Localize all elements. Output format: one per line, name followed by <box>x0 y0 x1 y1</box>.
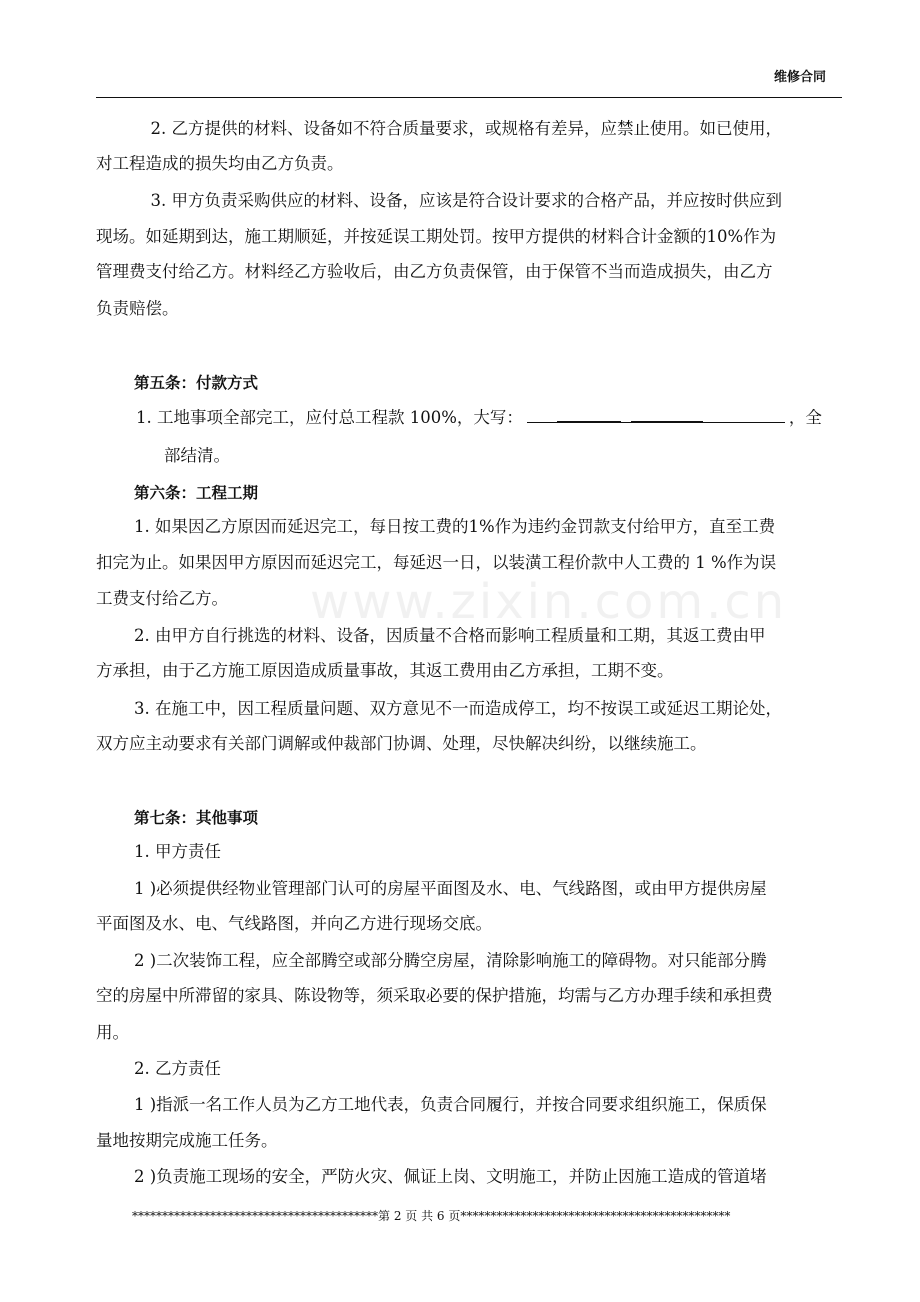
paragraph-line: 负责赔偿。 <box>96 299 179 318</box>
paragraph-line: 1 )必须提供经物业管理部门认可的房屋平面图及水、电、气线路图，或由甲方提供房屋 <box>134 879 767 898</box>
paragraph-line: 1 )指派一名工作人员为乙方工地代表，负责合同履行，并按合同要求组织施工，保质保 <box>134 1095 767 1114</box>
paragraph-line: 方承担，由于乙方施工原因造成质量事故，其返工费用由乙方承担，工期不变。 <box>96 661 674 680</box>
paragraph-line: 2 )二次装饰工程，应全部腾空或部分腾空房屋，清除影响施工的障碍物。对只能部分腾 <box>134 951 767 970</box>
watermark-text: www.zixin.com.cn <box>310 574 788 630</box>
paragraph-line: 空的房屋中所滞留的家具、陈设物等，须采取必要的保护措施，均需与乙方办理手续和承担费 <box>96 986 773 1005</box>
paragraph-line: 3. 甲方负责采购供应的材料、设备，应该是符合设计要求的合格产品，并应按时供应到 <box>134 191 782 210</box>
paragraph-line: 1. 甲方责任 <box>134 842 221 861</box>
paragraph-line: 平面图及水、电、气线路图，并向乙方进行现场交底。 <box>96 914 492 933</box>
paragraph-line: 双方应主动要求有关部门调解或仲裁部门协调、处理，尽快解决纠纷，以继续施工。 <box>96 734 707 753</box>
payment-clause-tail: ，全 <box>788 408 822 427</box>
paragraph-line: 1. 如果因乙方原因而延迟完工，每日按工费的1%作为违约金罚款支付给甲方，直至工费 <box>134 517 776 536</box>
paragraph-line: 2 )负责施工现场的安全，严防火灾、佩证上岗、文明施工，并防止因施工造成的管道堵 <box>134 1167 767 1186</box>
section-heading-schedule: 第六条：工程工期 <box>134 484 259 502</box>
paragraph-line: 用。 <box>96 1023 129 1042</box>
paragraph-line: 工费支付给乙方。 <box>96 589 228 608</box>
paragraph-line: 2. 乙方责任 <box>134 1059 221 1078</box>
paragraph-line: 量地按期完成施工任务。 <box>96 1131 278 1150</box>
paragraph-line: 2. 乙方提供的材料、设备如不符合质量要求，或规格有差异，应禁止使用。如已使用， <box>134 119 782 138</box>
page-footer: *****************************************第 2 页 共 6 页********************************************* <box>132 1209 731 1223</box>
paragraph-line: 扣完为止。如果因甲方原因而延迟完工，每延迟一日，以装潢工程价款中人工费的 1 %作为误 <box>96 553 777 572</box>
paragraph-line: 现场。如延期到达，施工期顺延，并按延误工期处罚。按甲方提供的材料合计金额的10%作为 <box>96 227 777 246</box>
paragraph-line: 对工程造成的损失均由乙方负责。 <box>96 154 344 173</box>
header-divider <box>96 97 842 98</box>
payment-clause-text: 1. 工地事项全部完工，应付总工程款 100%，大写： <box>136 408 523 427</box>
payment-clause-line <box>136 406 896 430</box>
paragraph-line: 管理费支付给乙方。材料经乙方验收后，由乙方负责保管，由于保管不当而造成损失，由乙方 <box>96 262 773 281</box>
paragraph-line: 部结清。 <box>164 446 230 465</box>
section-heading-payment: 第五条：付款方式 <box>134 374 259 392</box>
paragraph-line: 2. 由甲方自行挑选的材料、设备，因质量不合格而影响工程质量和工期，其返工费由甲 <box>134 626 766 645</box>
section-heading-other: 第七条：其他事项 <box>134 809 259 827</box>
document-header-title: 维修合同 <box>773 70 826 85</box>
paragraph-line: 3. 在施工中，因工程质量问题、双方意见不一而造成停工，均不按误工或延迟工期论处， <box>134 699 782 718</box>
amount-blank-field <box>527 406 785 423</box>
